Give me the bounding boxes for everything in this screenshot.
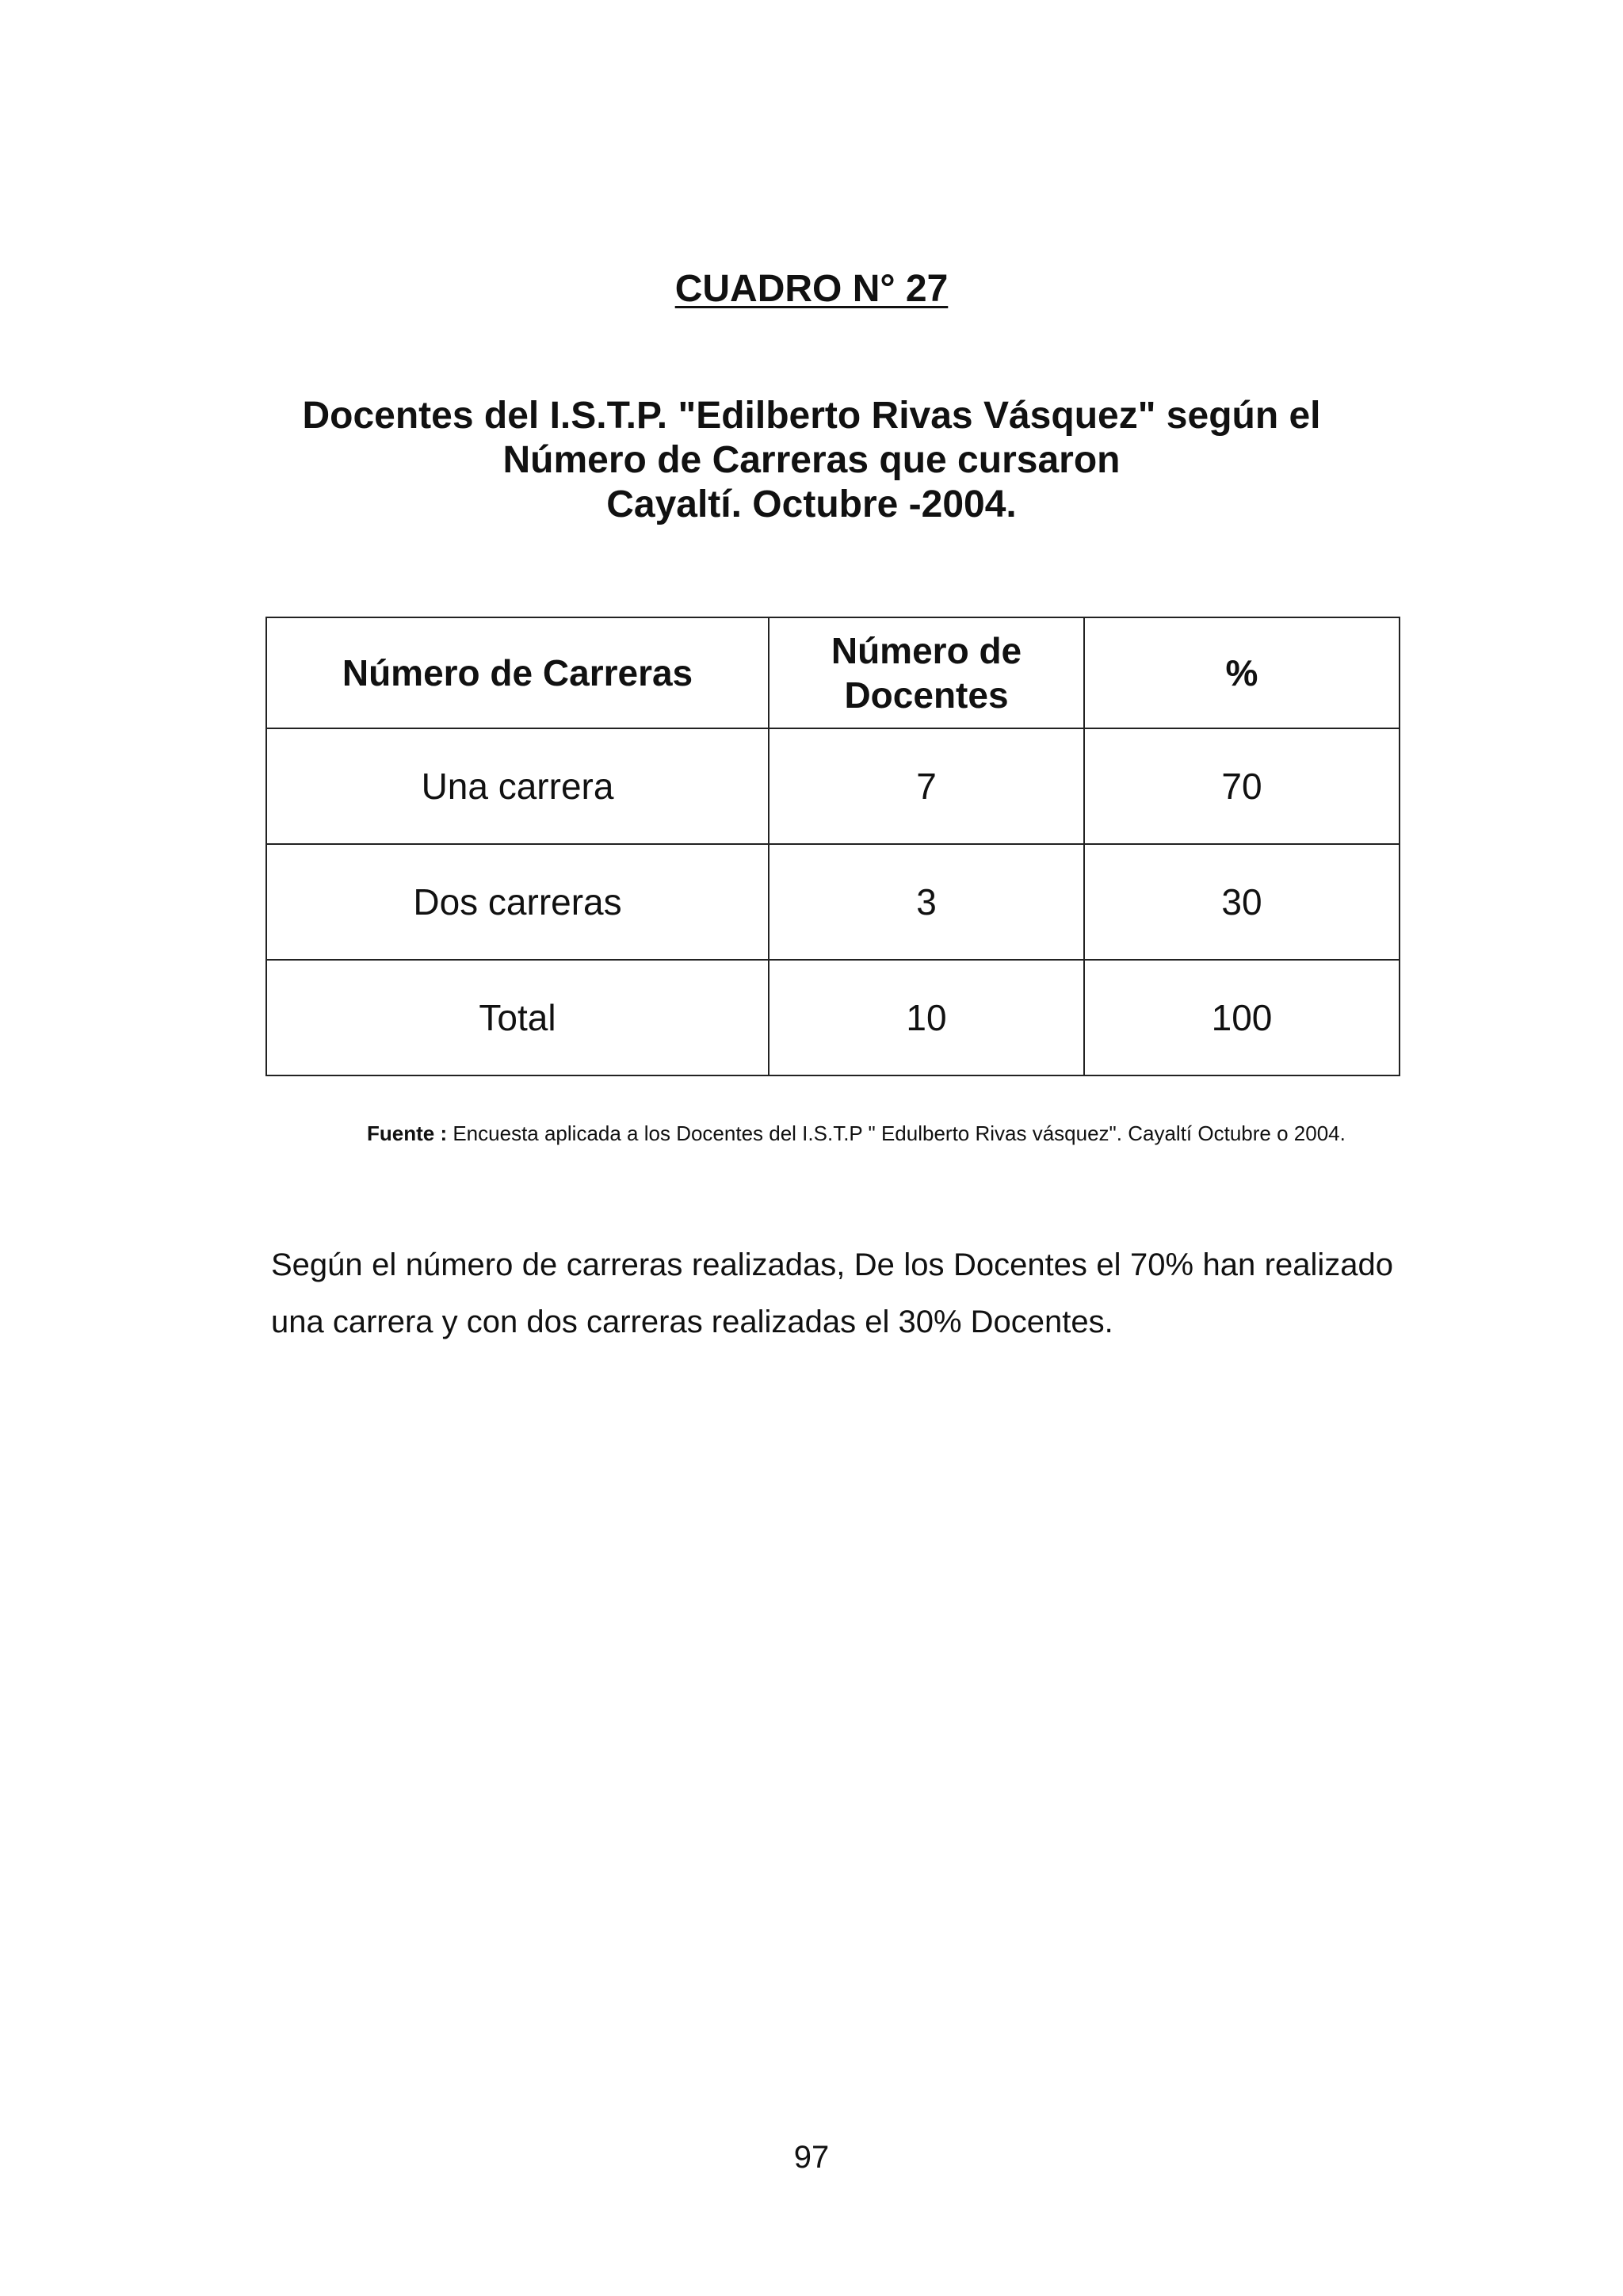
table-caption-number: CUADRO N° 27 bbox=[674, 268, 949, 310]
page-number: 97 bbox=[793, 2140, 830, 2175]
cell-percent: 70 bbox=[1084, 728, 1400, 844]
table-title-line-3: Cayaltí. Octubre -2004. bbox=[606, 483, 1017, 525]
cell-carreras: Total bbox=[266, 960, 769, 1075]
table-title-line-1: Docentes del I.S.T.P. "Edilberto Rivas Vásquez" según el bbox=[302, 395, 1321, 437]
table-row-total bbox=[266, 960, 1400, 1075]
table-row bbox=[266, 728, 1400, 844]
cell-percent: 30 bbox=[1084, 844, 1400, 960]
cell-carreras: Una carrera bbox=[266, 728, 769, 844]
header-percent: % bbox=[1084, 617, 1400, 728]
cell-docentes: 7 bbox=[769, 728, 1084, 844]
cell-carreras: Dos carreras bbox=[266, 844, 769, 960]
table-row bbox=[266, 844, 1400, 960]
cell-docentes: 10 bbox=[769, 960, 1084, 1075]
table-title bbox=[0, 394, 1623, 527]
header-numero-de-docentes: Número de Docentes bbox=[769, 617, 1084, 728]
cell-percent: 100 bbox=[1084, 960, 1400, 1075]
table-header-row bbox=[266, 617, 1400, 728]
cell-docentes: 3 bbox=[769, 844, 1084, 960]
table-title-line-2: Número de Carreras que cursaron bbox=[502, 439, 1121, 481]
body-paragraph: Según el número de carreras realizadas, De los Docentes el 70% han realizado una carrera y con dos carreras realizadas el 30% Docentes. bbox=[271, 1247, 1393, 1339]
source-note bbox=[367, 1121, 1381, 1146]
header-numero-de-carreras: Número de Carreras bbox=[266, 617, 769, 728]
source-text: Encuesta aplicada a los Docentes del I.S.T.P " Edulberto Rivas vásquez". Cayaltí Octubre o 2004. bbox=[453, 1121, 1346, 1145]
data-table bbox=[265, 617, 1400, 1076]
source-label: Fuente : bbox=[367, 1121, 448, 1145]
